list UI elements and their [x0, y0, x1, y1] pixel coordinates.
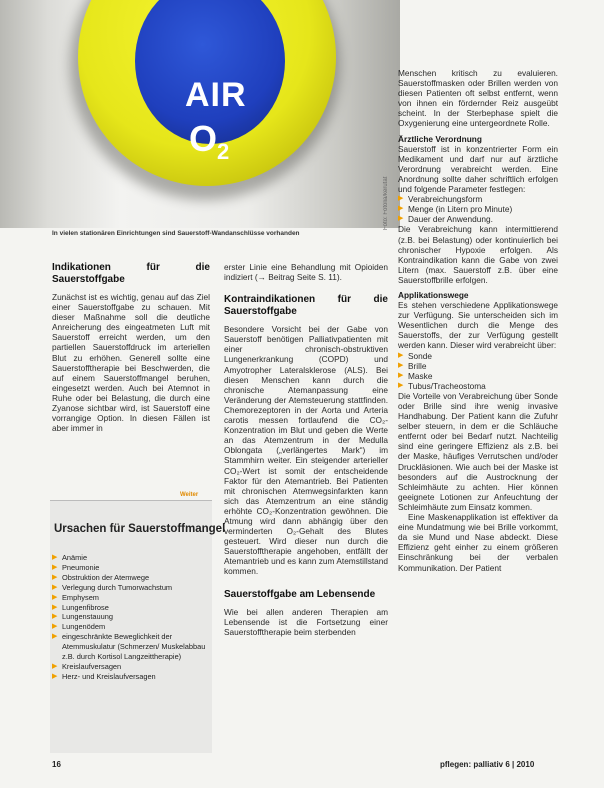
- list-item: ▶ Obstruktion der Atemwege: [52, 573, 210, 583]
- route-list: [398, 351, 558, 391]
- paragraph: Menschen kritisch zu evaluieren. Sauerstoffmasken oder Brillen werden von diesen Patienten oft selbst entfernt, wenn von ihnen ein fördernder Reiz ausgeübt scheint. In der Sterbephase spielt die Oxygenierung eine untergeordnete Rolle.: [398, 68, 558, 129]
- list-item: ▶ Verabreichungsform: [398, 194, 558, 204]
- photo-caption: In vielen stationären Einrichtungen sind Sauerstoff-Wandanschlüsse vorhanden: [52, 230, 300, 237]
- subheading-applikationswege: Applikationswege: [398, 289, 469, 300]
- list-item: ▶ Sonde: [398, 351, 558, 361]
- section-heading-indikationen: Indikationen für die Sauerstoffgabe: [52, 262, 210, 285]
- header-photo: [0, 0, 400, 228]
- journal-name: pflegen: palliativ 6 | 2010: [440, 760, 535, 769]
- section-heading-kontraindikationen: Kontraindikationen für die Sauerstoffgabe: [224, 294, 388, 318]
- continuation-tag: Weiter: [180, 492, 199, 498]
- list-item: ▶ Kreislaufversagen: [52, 662, 210, 672]
- list-item: ▶ Brille: [398, 361, 558, 371]
- cause-list: [52, 553, 210, 682]
- valve-label-o2: $O_2$: [189, 118, 230, 165]
- paragraph: Eine Maskenapplikation ist effektiver da eine Mundatmung wie bei Brille vorkommt, da sie Mund und Nase abdeckt. Diese Effizienz geht einher zu einem größeren Einschränkung bei der verbalen Kommunikation. Der Patient: [398, 512, 558, 573]
- column-2: [224, 262, 388, 637]
- photo-credit: Foto: Fotolia/kerutat: [383, 176, 389, 230]
- paragraph: Die Vorteile von Verabreichung über Sonde oder Brille sind ihre wenig invasive Handhabung. Der Patient kann die Zufuhr selber steuern, in dem er die Schläuche entfernt oder bei Bedarf nutzt. Nachteilig sind eine geringere Effizienz als z.B. bei der Maske, häufiges Verrutschen und/oder Druckläsionen. Wie auch bei der Maske ist besonders auf die Austrocknung der Schleimhäute zu achten. Hier können geeignete Lotionen zur Anfeuchtung der Schleimhäute zum Einsatz kommen.: [398, 390, 558, 512]
- list-item: ▶ Menge (in Litern pro Minute): [398, 204, 558, 214]
- valve-label-air: AIR: [185, 76, 247, 114]
- list-item: ▶ Tubus/Tracheostoma: [398, 381, 558, 391]
- list-item: ▶ Lungenstauung: [52, 612, 210, 622]
- section-heading-lebensende: Sauerstoffgabe am Lebensende: [224, 588, 376, 600]
- list-item: ▶ Lungenfibrose: [52, 603, 210, 613]
- list-item: ▶ Anämie: [52, 553, 210, 563]
- list-item: ▶ Emphysem: [52, 593, 210, 603]
- list-item: ▶ Verlegung durch Tumorwachstum: [52, 583, 210, 593]
- paragraph: Sauerstoff ist in konzentrierter Form ein Medikament und darf nur auf ärztliche Verordnung verabreicht werden. Eine Anordnung sollte daher schriftlich erfolgen und folgende Parameter festlegen:: [398, 143, 558, 195]
- page-number: 16: [52, 760, 61, 769]
- list-item: ▶ Lungenödem: [52, 622, 210, 632]
- parameter-list: [398, 194, 558, 224]
- list-item: ▶ Pneumonie: [52, 563, 210, 573]
- column-1: [52, 262, 210, 433]
- list-item: ▶ Dauer der Anwendung.: [398, 214, 558, 224]
- paragraph: erster Linie eine Behandlung mit Opioiden indiziert (→ Beitrag Seite S. 11).: [224, 262, 388, 283]
- paragraph: Zunächst ist es wichtig, genau auf das Ziel einer Sauerstoffgabe zu schauen. Mit dieser Maßnahme soll die deutliche Anreicherung des eingeatmeten Luft mit Sauerstoff erreicht werden, um den partiellen Sauerstoffdruck im arteriellen Blut zu erhöhen. Generell sollte eine Sauerstofftherapie bei Beschwerden, die auf einem Sauerstoffmangel beruhen, eingesetzt werden. Auch bei Atemnot in Ruhe oder bei Belastung, die durch eine Zyanose sichtbar wird, ist Sauerstoff eine vorrangige Option. In diesen Fällen ist aber immer in: [52, 292, 210, 434]
- column-3: [398, 68, 558, 573]
- paragraph: Es stehen verschiedene Applikationswege zur Verfügung. Sie unterscheiden sich im Wesentlichen durch die Menge des Sauerstoffs, der zur Verfügung gestellt werden kann. Dieser wird verabreicht über:: [398, 300, 558, 351]
- paragraph: Die Verabreichung kann intermittierend (z.B. bei Belastung) oder kontinuierlich bei chronischer Hypoxie erfolgen. Als Kontraindikation kann die Gabe von zwei Litern (max. Sauerstoff z.B. über eine Sauerstoffbrille erfolgen.: [398, 224, 558, 285]
- list-item: ▶ Herz- und Kreislaufversagen: [52, 672, 210, 682]
- subheading-verordnung: Ärztliche Verordnung: [398, 133, 482, 144]
- paragraph: Wie bei allen anderen Therapien am Lebensende ist die Fortsetzung einer Sauerstofftherapie beim sterbenden: [224, 606, 388, 637]
- sidebar-box: [50, 500, 226, 753]
- list-item: ▶ Maske: [398, 371, 558, 381]
- list-item: ▶ eingeschränkte Beweglichkeit der Atemmuskulatur (Schmerzen/ Muskelabbau z.B. durch Kortisol Langzeittherapie): [52, 632, 210, 662]
- paragraph: Besondere Vorsicht bei der Gabe von Sauerstoff benötigen Palliativpatienten mit einer chronisch-obstruktiven Lungenerkrankung (COPD) und Amyotropher Lateralsklerose (ALS). Bei diesen Menschen kann durch die chronische Atemanpassung eine Veränderung der Atemsteuerung stattfinden. Chemorezeptoren in der Aorta und Arteria carotis messen fortlaufend die CO₂-Konzentration im Blut und geben die Werte an das Atemzentrum in der Medulla Oblongata („verlängertes Mark“) im Stammhirn weiter. Ein steigender arterieller CO₂-Wert ist somit der entscheidende Faktor für den Atemantrieb. Bei Patienten mit chronischen Atemwegsinfarkten kann sich das Atemzentrum an eine ständig erhöhte CO₂-Konzentration gewöhnen. Die Atmung wird dann abhängig über den verminderten O₂-Gehalt des Blutes gesteuert. Wird dieser nun durch die Sauerstofftherapie angehoben, entfällt der Atemantrieb und es kann zum Atemstillstand kommen.: [224, 324, 388, 577]
- box-title: Ursachen für Sauerstoffmangel: [54, 523, 226, 535]
